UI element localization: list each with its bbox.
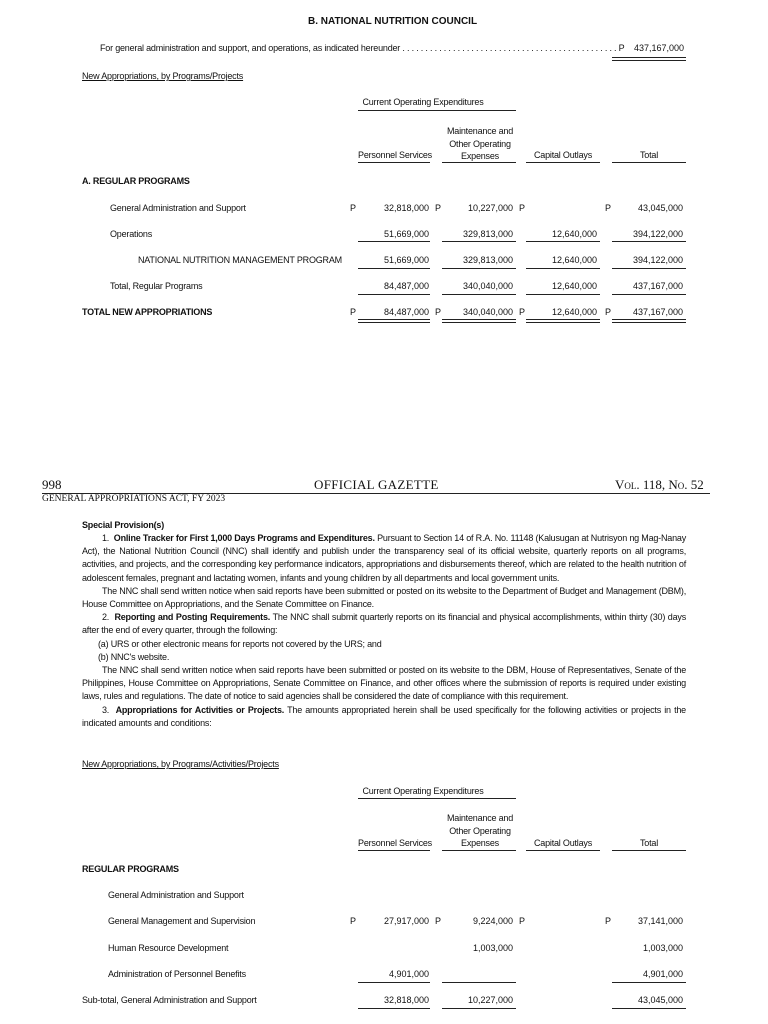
col-mooe-line1: Maintenance and [446, 813, 514, 823]
col-ps-header: Personnel Services [358, 150, 432, 160]
provision-number: 3. [102, 704, 110, 715]
currency-sign: P [350, 203, 356, 213]
currency-sign: P [605, 307, 611, 317]
col-mooe-rule [442, 162, 516, 163]
table-row-label: TOTAL NEW APPROPRIATIONS [82, 307, 213, 317]
header-group-rule [358, 110, 516, 111]
row-rule [358, 241, 430, 242]
row-rule [526, 294, 600, 295]
table-row-label: Sub-total, General Administration and Support [82, 995, 257, 1005]
cell-total: 437,167,000 [632, 281, 683, 291]
cell-ps: 27,917,000 [383, 916, 429, 926]
cell-ps: 32,818,000 [383, 995, 429, 1005]
table-row-label: Administration of Personnel Benefits [108, 969, 246, 979]
cell-mooe: 329,813,000 [462, 255, 513, 265]
currency-sign: P [350, 916, 356, 926]
col-co-header-2: Capital Outlays [533, 838, 593, 848]
row-rule [612, 294, 686, 295]
currency-sign: P [605, 203, 611, 213]
row-rule [526, 268, 600, 269]
provisions-heading: Special Provision(s) [82, 520, 165, 530]
currency-sign: P [605, 916, 611, 926]
col-co-rule [526, 162, 600, 163]
table-row-label: General Administration and Support [108, 890, 244, 900]
regular-programs-heading: A. REGULAR PROGRAMS [82, 176, 190, 186]
cell-total: 437,167,000 [632, 307, 683, 317]
cell-mooe: 340,040,000 [462, 281, 513, 291]
col-ps-rule [358, 162, 430, 163]
row-rule [358, 294, 430, 295]
provision-text: The NNC shall submit quarterly reports on its financial and physical accomplishments, within thirty (30) days after the end of every quarter, through the following: [82, 612, 686, 636]
col-mooe-header [440, 125, 520, 163]
provision-3 [82, 704, 686, 730]
row-rule [358, 982, 430, 983]
currency-sign: P [519, 916, 525, 926]
table-row-label: NATIONAL NUTRITION MANAGEMENT PROGRAM [138, 255, 342, 265]
col-mooe-line2: Other Operating [449, 825, 511, 836]
row-rule [358, 268, 430, 269]
row-rule [358, 1008, 430, 1009]
provision-2-item-a: (a) URS or other electronic means for reports not covered by the URS; and [98, 638, 382, 649]
provision-title: Reporting and Posting Requirements. [114, 612, 271, 623]
col-total-rule [612, 162, 686, 163]
currency-sign: P [519, 203, 525, 213]
currency-sign: P [519, 307, 525, 317]
cell-ps: 32,818,000 [383, 203, 429, 213]
cell-co: 12,640,000 [551, 281, 597, 291]
col-mooe-line2: Other Operating [449, 138, 511, 149]
col-mooe-rule-2 [442, 850, 516, 851]
volume-number: Vol. 118, No. 52 [615, 477, 704, 492]
header-group-rule-2 [358, 798, 516, 799]
row-rule [442, 294, 516, 295]
section-title: B. NATIONAL NUTRITION COUNCIL [308, 16, 478, 27]
table-row-label: Total, Regular Programs [110, 281, 203, 291]
cell-co: 12,640,000 [551, 307, 597, 317]
col-total-header: Total [639, 150, 658, 160]
provision-text: The amounts appropriated herein shall be used specifically for the following activities or projects in the indicated amounts and conditions: [82, 704, 686, 728]
section-heading-2: New Appropriations, by Programs/Activities/Projects [82, 759, 279, 769]
currency-sign: P [435, 307, 441, 317]
intro-text: For general administration and support, and operations, as indicated hereunder . . . . . . . . . . . . . . . . . . . . . . . . . . . . . . . . . . . . . . . . . . . . . . . P [100, 43, 625, 53]
row-rule [442, 268, 516, 269]
currency-sign: P [350, 307, 356, 317]
cell-mooe: 10,227,000 [467, 203, 513, 213]
col-total-header-2: Total [639, 838, 658, 848]
intro-amount-underline [612, 57, 686, 61]
col-co-rule-2 [526, 850, 600, 851]
header-group: Current Operating Expenditures [362, 97, 484, 107]
col-mooe-header-2 [440, 812, 520, 850]
row-rule [612, 982, 686, 983]
row-rule [612, 1008, 686, 1009]
provision-text: Pursuant to Section 14 of R.A. No. 11148 (Kalusugan at Nutrisyon ng Mag-Nanay Act), the National Nutrition Council (NNC) shall identify and publish under the transparency seal of its official website, quarterly reports on all programs, activities, and projects, and the corresponding key performance indicators, appropriations and disbursements thereof, which are related to the health nutrition of adolescent females, pregnant and lactating women, infants and young children by all departments and local government units. [82, 533, 686, 583]
regular-programs-heading-2: REGULAR PROGRAMS [82, 864, 179, 874]
provision-title: Appropriations for Activities or Projects. [115, 704, 285, 715]
cell-mooe: 340,040,000 [462, 307, 513, 317]
col-mooe-line3: Expenses [461, 838, 499, 848]
cell-ps: 51,669,000 [383, 229, 429, 239]
total-double-rule [526, 319, 600, 323]
col-mooe-line3: Expenses [461, 151, 499, 161]
cell-total: 1,003,000 [642, 943, 683, 953]
cell-mooe: 329,813,000 [462, 229, 513, 239]
cell-total: 37,141,000 [637, 916, 683, 926]
provision-2-item-b: (b) NNC's website. [98, 651, 170, 662]
row-rule [442, 982, 516, 983]
col-co-header: Capital Outlays [533, 150, 593, 160]
cell-total: 43,045,000 [637, 203, 683, 213]
cell-co: 12,640,000 [551, 255, 597, 265]
cell-co: 12,640,000 [551, 229, 597, 239]
cell-mooe: 10,227,000 [467, 995, 513, 1005]
cell-mooe: 9,224,000 [472, 916, 513, 926]
col-mooe-line1: Maintenance and [446, 126, 514, 136]
page-number: 998 [42, 477, 62, 492]
row-rule [442, 1008, 516, 1009]
provision-2 [82, 611, 686, 637]
table-row-label: General Administration and Support [110, 203, 246, 213]
intro-amount: 437,167,000 [633, 43, 684, 53]
section-heading: New Appropriations, by Programs/Projects [82, 71, 244, 81]
provision-2-notice: The NNC shall send written notice when said reports have been submitted or posted on its website to the DBM, House of Representatives, Senate of the Philippines, House Committee on Appropriations, Senate Committee on Finance, and other offices where the submission of reports is required under existing laws, rules and regulations. The date of notice to said agencies shall be considered the date of compliance with this requirement. [82, 665, 686, 702]
gazette-title: OFFICIAL GAZETTE [314, 477, 439, 492]
provision-1 [82, 532, 686, 585]
header-group-2: Current Operating Expenditures [362, 786, 484, 796]
row-rule [612, 241, 686, 242]
col-total-rule-2 [612, 850, 686, 851]
table-row-label: Human Resource Development [108, 943, 229, 953]
cell-total: 43,045,000 [637, 995, 683, 1005]
act-title: GENERAL APPROPRIATIONS ACT, FY 2023 [42, 494, 226, 504]
cell-ps: 84,487,000 [383, 281, 429, 291]
col-ps-rule-2 [358, 850, 430, 851]
provision-title: Online Tracker for First 1,000 Days Programs and Expenditures. [113, 533, 375, 543]
table-row-label: General Management and Supervision [108, 916, 256, 926]
table-row-label: Operations [110, 229, 153, 239]
cell-ps: 84,487,000 [383, 307, 429, 317]
row-rule [442, 241, 516, 242]
row-rule [526, 241, 600, 242]
currency-sign: P [435, 203, 441, 213]
provision-1-notice: The NNC shall send written notice when said reports have been submitted or posted on its website to the Department of Budget and Management (DBM), House Committee on Appropriations, and the Senate Committee on Finance. [82, 585, 686, 610]
cell-total: 4,901,000 [642, 969, 683, 979]
currency-sign: P [435, 916, 441, 926]
total-double-rule [612, 319, 686, 323]
cell-mooe: 1,003,000 [472, 943, 513, 953]
provisions-body [82, 532, 686, 730]
col-ps-header-2: Personnel Services [358, 838, 432, 848]
row-rule [612, 268, 686, 269]
cell-ps: 51,669,000 [383, 255, 429, 265]
cell-total: 394,122,000 [632, 229, 683, 239]
provision-number: 2. [102, 612, 110, 623]
total-double-rule [442, 319, 516, 323]
cell-ps: 4,901,000 [388, 969, 429, 979]
total-double-rule [358, 319, 430, 323]
cell-total: 394,122,000 [632, 255, 683, 265]
provision-number: 1. [102, 533, 110, 543]
